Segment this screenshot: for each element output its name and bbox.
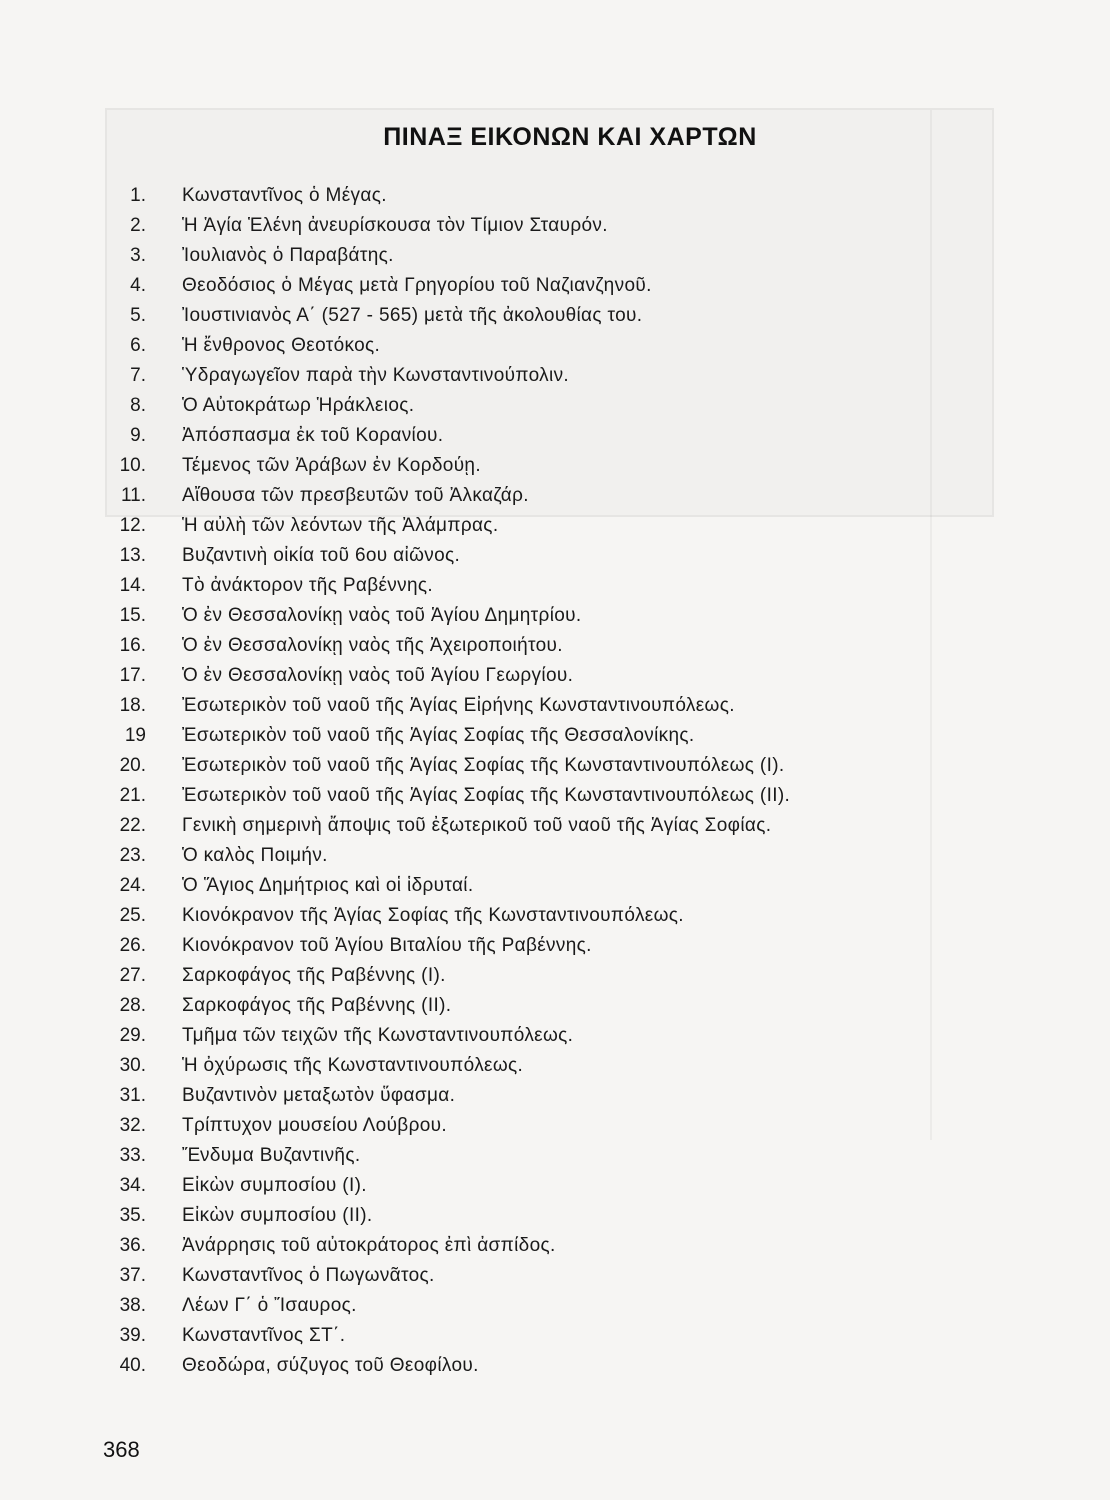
show-through-column <box>930 110 992 1140</box>
list-item <box>0 661 790 691</box>
entry-text: Αἴθουσα τῶν πρεσβευτῶν τοῦ Ἀλκαζάρ. <box>182 485 529 506</box>
list-item <box>0 901 790 931</box>
list-item <box>0 241 790 271</box>
entry-text: Ἡ αὐλὴ τῶν λεόντων τῆς Ἀλάμπρας. <box>182 515 499 536</box>
entry-text: Τρίπτυχον μουσείου Λούβρου. <box>182 1115 448 1136</box>
entry-text: Ἡ ὀχύρωσις τῆς Κωνσταντινουπόλεως. <box>182 1055 524 1076</box>
entry-number: 4. <box>130 275 146 296</box>
entry-text: Ἡ ἔνθρονος Θεοτόκος. <box>182 335 381 356</box>
entry-number: 14. <box>119 575 146 596</box>
entry-text: Τέμενος τῶν Ἀράβων ἐν Κορδούῃ. <box>182 455 481 476</box>
list-item <box>0 721 790 751</box>
list-item <box>0 571 790 601</box>
entry-number: 8. <box>130 395 146 416</box>
list-item <box>0 631 790 661</box>
list-item <box>0 841 790 871</box>
list-item <box>0 1351 790 1381</box>
entry-number: 31. <box>119 1085 146 1106</box>
entry-text: Κιονόκρανον τοῦ Ἁγίου Βιταλίου τῆς Ραβέννης. <box>182 935 592 956</box>
entry-number: 25. <box>119 905 146 926</box>
list-item <box>0 991 790 1021</box>
entry-number: 19 <box>124 725 146 746</box>
entry-number: 37. <box>119 1265 146 1286</box>
entry-text: Ἐσωτερικὸν τοῦ ναοῦ τῆς Ἁγίας Σοφίας τῆς Κωνσταντινουπόλεως (ΙΙ). <box>182 785 791 806</box>
entry-number: 28. <box>119 995 146 1016</box>
entry-text: Τμῆμα τῶν τειχῶν τῆς Κωνσταντινουπόλεως. <box>182 1025 574 1046</box>
list-item <box>0 931 790 961</box>
list-item <box>0 871 790 901</box>
entry-number: 33. <box>119 1145 146 1166</box>
list-item <box>0 211 790 241</box>
list-item <box>0 1081 790 1111</box>
entry-text: Ὁ ἐν Θεσσαλονίκῃ ναὸς τοῦ Ἁγίου Δημητρίου. <box>182 605 582 626</box>
entry-text: Ὁ ἐν Θεσσαλονίκῃ ναὸς τῆς Ἀχειροποιήτου. <box>182 635 563 656</box>
list-item <box>0 511 790 541</box>
entry-text: Ἐσωτερικὸν τοῦ ναοῦ τῆς Ἁγίας Σοφίας τῆς Θεσσαλονίκης. <box>182 725 695 746</box>
entry-number: 29. <box>119 1025 146 1046</box>
list-item <box>0 331 790 361</box>
entry-text: Ἐσωτερικὸν τοῦ ναοῦ τῆς Ἁγίας Εἰρήνης Κωνσταντινουπόλεως. <box>182 695 735 716</box>
entry-number: 21. <box>119 785 146 806</box>
list-item <box>0 691 790 721</box>
entry-number: 22. <box>119 815 146 836</box>
entry-number: 26. <box>119 935 146 956</box>
entry-text: Βυζαντινὸν μεταξωτὸν ὕφασμα. <box>182 1085 456 1106</box>
entry-text: Βυζαντινὴ οἰκία τοῦ 6ου αἰῶνος. <box>182 545 461 566</box>
list-item <box>0 301 790 331</box>
entry-text: Κωνσταντῖνος ὁ Μέγας. <box>182 185 387 206</box>
page-title: ΠΙΝΑΞ ΕΙΚΟΝΩΝ ΚΑΙ ΧΑΡΤΩΝ <box>383 122 757 151</box>
entry-text: Ἐσωτερικὸν τοῦ ναοῦ τῆς Ἁγίας Σοφίας τῆς Κωνσταντινουπόλεως (Ι). <box>182 755 785 776</box>
entry-number: 35. <box>119 1205 146 1226</box>
entry-text: Θεοδόσιος ὁ Μέγας μετὰ Γρηγορίου τοῦ Ναζιανζηνοῦ. <box>182 275 652 296</box>
list-item <box>0 481 790 511</box>
entry-text: Ὁ ἐν Θεσσαλονίκῃ ναὸς τοῦ Ἁγίου Γεωργίου. <box>182 665 574 686</box>
entry-number: 30. <box>119 1055 146 1076</box>
entry-number: 15. <box>119 605 146 626</box>
list-item <box>0 811 790 841</box>
entry-text: Ἀνάρρησις τοῦ αὐτοκράτορος ἐπὶ ἀσπίδος. <box>182 1235 556 1256</box>
list-item <box>0 751 790 781</box>
list-item <box>0 601 790 631</box>
entry-text: Σαρκοφάγος τῆς Ραβέννης (Ι). <box>182 965 446 986</box>
list-item <box>0 1141 790 1171</box>
list-item <box>0 1051 790 1081</box>
list-item <box>0 961 790 991</box>
entry-number: 3. <box>130 245 146 266</box>
entry-number: 38. <box>119 1295 146 1316</box>
list-item <box>0 421 790 451</box>
entry-text: Ἰουλιανὸς ὁ Παραβάτης. <box>182 245 394 266</box>
entry-number: 17. <box>119 665 146 686</box>
entry-number: 16. <box>119 635 146 656</box>
list-item <box>0 1171 790 1201</box>
entry-number: 23. <box>119 845 146 866</box>
illustrations-list <box>0 181 790 1381</box>
list-item <box>0 1231 790 1261</box>
entry-text: Ἰουστινιανὸς Α΄ (527 - 565) μετὰ τῆς ἀκολουθίας του. <box>182 305 643 326</box>
entry-number: 5. <box>130 305 146 326</box>
list-item <box>0 271 790 301</box>
entry-text: Ὁ Αὐτοκράτωρ Ἡράκλειος. <box>182 395 415 416</box>
entry-number: 40. <box>119 1355 146 1376</box>
entry-number: 6. <box>130 335 146 356</box>
entry-number: 9. <box>130 425 146 446</box>
entry-text: Κωνσταντῖνος ὁ Πωγωνᾶτος. <box>182 1265 435 1286</box>
entry-number: 2. <box>130 215 146 236</box>
entry-number: 20. <box>119 755 146 776</box>
entry-number: 32. <box>119 1115 146 1136</box>
list-item <box>0 1321 790 1351</box>
entry-number: 12. <box>119 515 146 536</box>
entry-text: Ἔνδυμα Βυζαντινῆς. <box>182 1145 361 1166</box>
list-item <box>0 1111 790 1141</box>
list-item <box>0 1261 790 1291</box>
entry-text: Ὑδραγωγεῖον παρὰ τὴν Κωνσταντινούπολιν. <box>182 365 570 386</box>
entry-text: Κιονόκρανον τῆς Ἁγίας Σοφίας τῆς Κωνσταντινουπόλεως. <box>182 905 684 926</box>
entry-number: 39. <box>119 1325 146 1346</box>
entry-text: Εἰκὼν συμποσίου (ΙΙ). <box>182 1205 373 1226</box>
entry-number: 11. <box>120 485 146 506</box>
page-number: 368 <box>103 1437 140 1462</box>
entry-text: Λέων Γ΄ ὁ Ἴσαυρος. <box>182 1295 357 1316</box>
entry-number: 34. <box>119 1175 146 1196</box>
entry-text: Τὸ ἀνάκτορον τῆς Ραβέννης. <box>182 575 434 596</box>
entry-number: 24. <box>119 875 146 896</box>
entry-number: 10. <box>119 455 146 476</box>
entry-number: 18. <box>119 695 146 716</box>
entry-number: 1. <box>130 185 146 206</box>
list-item <box>0 781 790 811</box>
list-item <box>0 1021 790 1051</box>
entry-number: 7. <box>130 365 146 386</box>
entry-text: Εἰκὼν συμποσίου (Ι). <box>182 1175 367 1196</box>
entry-text: Ὁ Ἅγιος Δημήτριος καὶ οἱ ἱδρυταί. <box>182 875 474 896</box>
entry-text: Θεοδώρα, σύζυγος τοῦ Θεοφίλου. <box>182 1355 479 1376</box>
list-item <box>0 451 790 481</box>
entry-number: 36. <box>119 1235 146 1256</box>
list-item <box>0 1291 790 1321</box>
list-item <box>0 391 790 421</box>
list-item <box>0 1201 790 1231</box>
list-item <box>0 181 790 211</box>
entry-text: Κωνσταντῖνος ΣΤ΄. <box>182 1325 346 1346</box>
list-item <box>0 361 790 391</box>
entry-number: 27. <box>119 965 146 986</box>
entry-text: Γενικὴ σημερινὴ ἄποψις τοῦ ἐξωτερικοῦ τοῦ ναοῦ τῆς Ἁγίας Σοφίας. <box>182 815 772 836</box>
entry-text: Ὁ καλὸς Ποιμήν. <box>182 845 328 866</box>
entry-text: Ἀπόσπασμα ἐκ τοῦ Κορανίου. <box>182 425 444 446</box>
entry-text: Ἡ Ἁγία Ἑλένη ἀνευρίσκουσα τὸν Τίμιον Σταυρόν. <box>182 215 608 236</box>
list-item <box>0 541 790 571</box>
entry-number: 13. <box>119 545 146 566</box>
entry-text: Σαρκοφάγος τῆς Ραβέννης (ΙΙ). <box>182 995 452 1016</box>
